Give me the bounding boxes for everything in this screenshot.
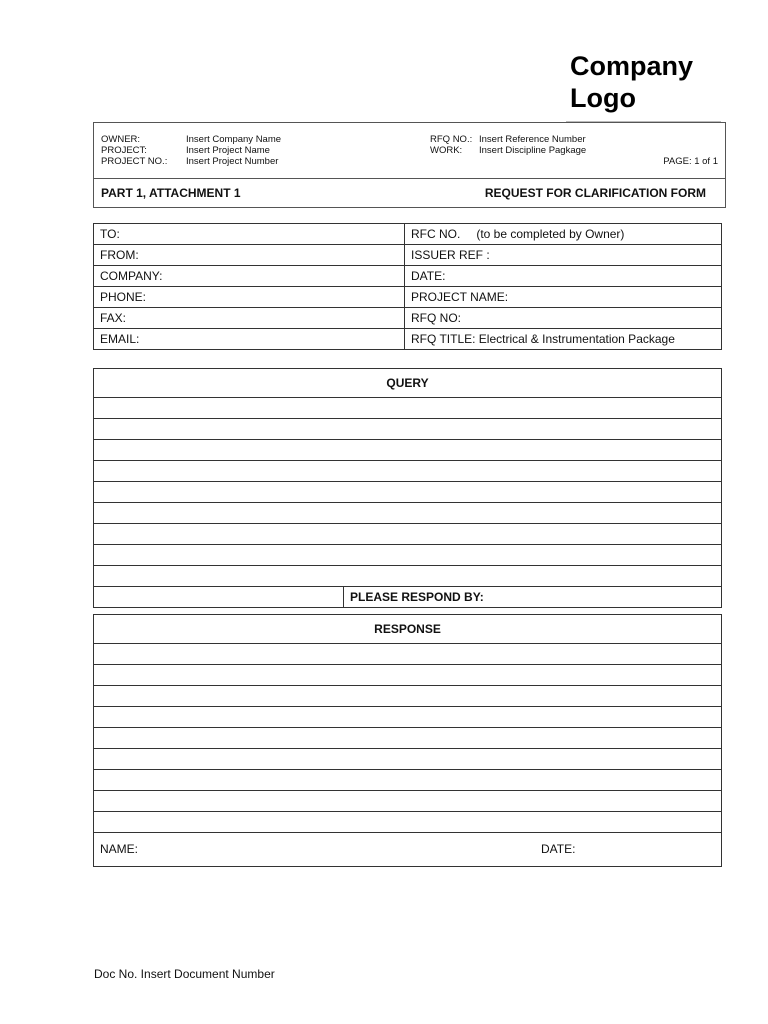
work-label: WORK: [430,145,463,156]
table-row [94,245,722,266]
to-field[interactable]: TO: [94,224,405,245]
response-line[interactable] [94,770,721,791]
logo-line-2: Logo [570,83,636,113]
rfq-no-field[interactable]: RFQ NO: [405,308,722,329]
rfq-title-field[interactable]: RFQ TITLE: Electrical & Instrumentation Package [405,329,722,350]
response-line[interactable] [94,665,721,686]
rfc-no-field[interactable] [405,224,722,245]
part-attachment: PART 1, ATTACHMENT 1 [101,186,241,200]
issuer-ref-field[interactable]: ISSUER REF : [405,245,722,266]
query-line[interactable] [94,419,721,440]
query-heading: QUERY [94,369,721,398]
respond-by-label: PLEASE RESPOND BY: [350,590,484,604]
query-line[interactable] [94,566,721,587]
owner-value: Insert Company Name [186,134,282,145]
date-field[interactable]: DATE: [405,266,722,287]
table-row [94,287,722,308]
response-date-label: DATE: [541,842,576,856]
phone-field[interactable]: PHONE: [94,287,405,308]
company-field[interactable]: COMPANY: [94,266,405,287]
fax-field[interactable]: FAX: [94,308,405,329]
rfc-no-label: RFC NO. [411,227,461,241]
company-logo [570,50,693,114]
table-row [94,224,722,245]
rfc-no-note: (to be completed by Owner) [476,227,625,241]
logo-line-1: Company [570,51,694,81]
rfq-no-label: RFQ NO.: [430,134,473,145]
query-line[interactable] [94,440,721,461]
respond-by-blank[interactable] [94,587,344,607]
table-row [94,308,722,329]
project-value: Insert Project Name [186,145,270,156]
query-line[interactable] [94,545,721,566]
query-section [93,368,722,608]
header-info [94,123,725,179]
table-row [94,329,722,350]
query-line[interactable] [94,482,721,503]
rfq-no-value: Insert Reference Number [479,134,586,145]
response-section [93,614,722,867]
work-value: Insert Discipline Pagkage [479,145,587,156]
name-label: NAME: [100,842,139,856]
from-field[interactable]: FROM: [94,245,405,266]
doc-number-footer: Doc No. Insert Document Number [94,967,275,981]
document-header [93,122,726,208]
query-line[interactable] [94,398,721,419]
response-line[interactable] [94,749,721,770]
table-row [94,266,722,287]
response-line[interactable] [94,644,721,665]
response-heading: RESPONSE [94,615,721,644]
project-no-label: PROJECT NO.: [101,156,168,167]
project-no-value: Insert Project Number [186,156,279,167]
respond-by-row [94,587,721,607]
page-number: PAGE: 1 of 1 [663,156,718,167]
query-line[interactable] [94,503,721,524]
owner-label: OWNER: [101,134,141,145]
response-line[interactable] [94,686,721,707]
signature-row [94,833,721,866]
email-field[interactable]: EMAIL: [94,329,405,350]
response-line[interactable] [94,728,721,749]
response-line[interactable] [94,791,721,812]
query-line[interactable] [94,461,721,482]
query-line[interactable] [94,524,721,545]
response-line[interactable] [94,707,721,728]
project-name-field[interactable]: PROJECT NAME: [405,287,722,308]
project-label: PROJECT: [101,145,147,156]
response-line[interactable] [94,812,721,833]
contact-table [93,223,722,350]
form-title: REQUEST FOR CLARIFICATION FORM [484,186,706,200]
